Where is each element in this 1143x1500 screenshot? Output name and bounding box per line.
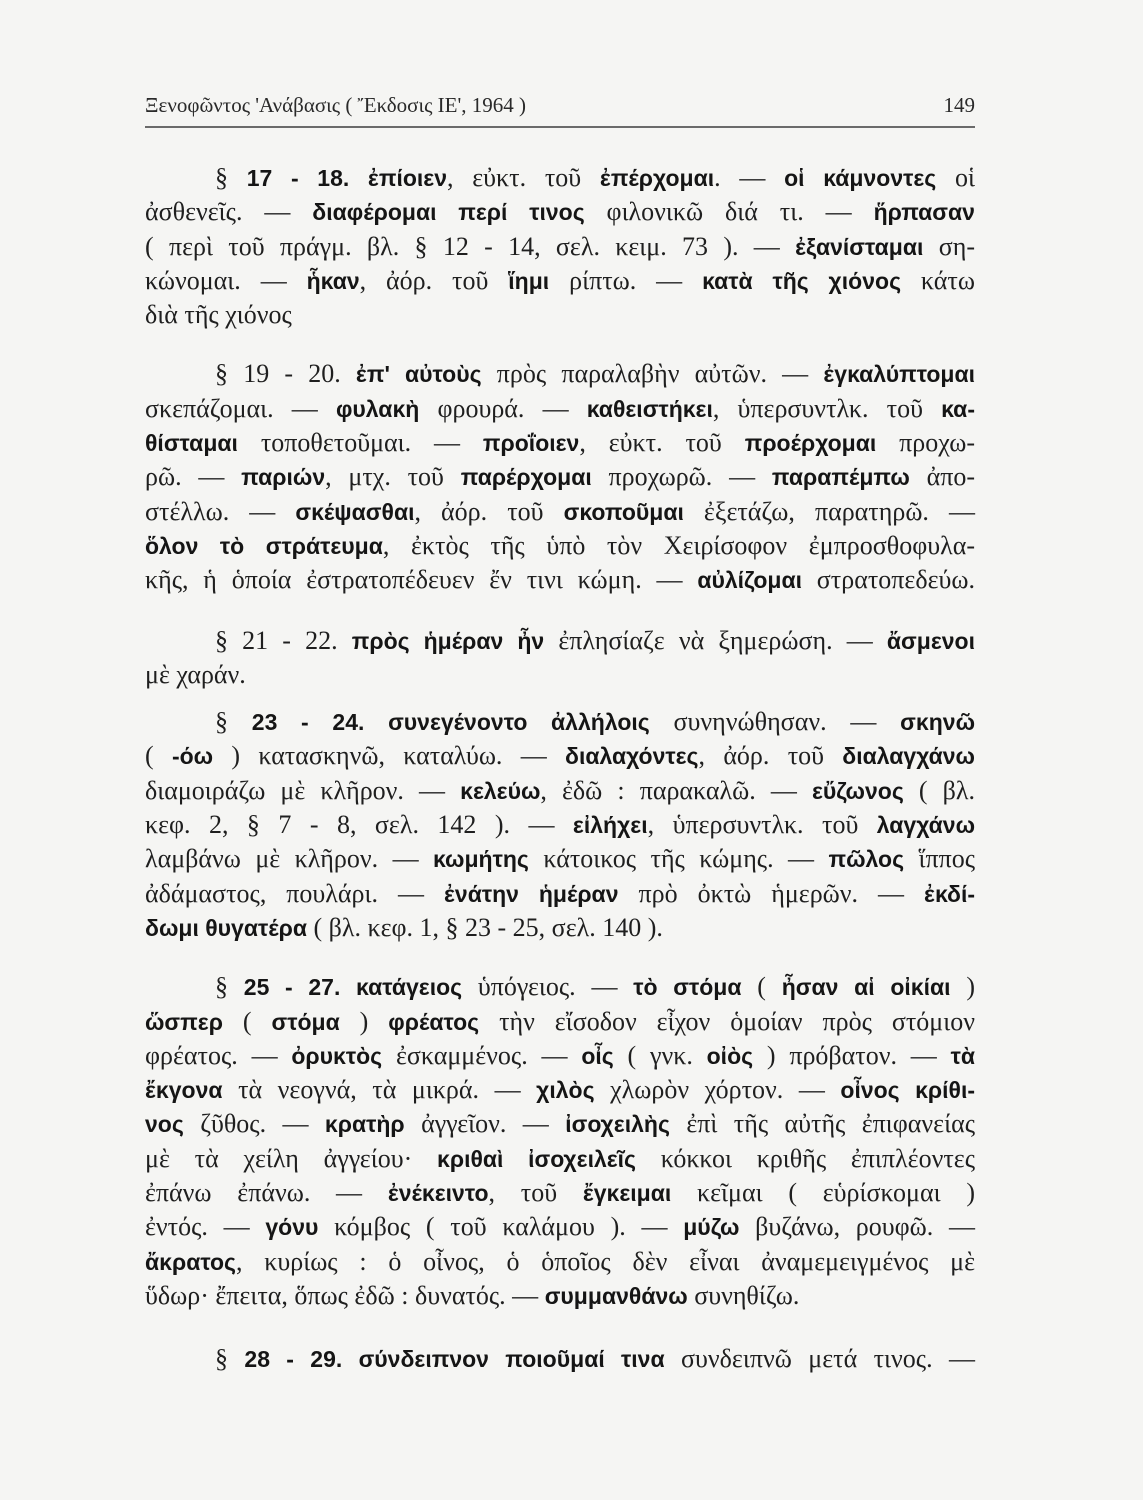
text-line: [145, 774, 975, 808]
gloss-text: (: [741, 972, 782, 1002]
gloss-text: ἵππος: [904, 844, 976, 874]
text-line: [215, 705, 975, 739]
lemma: ἔκγονα: [145, 1077, 223, 1104]
gloss-text: τὴν εἴσοδον εἶχον ὁμοίαν πρὸς στόμιον: [479, 1006, 975, 1036]
gloss-text: πρὸ ὀκτὼ ἡμερῶν. —: [618, 878, 925, 908]
text-line: [145, 1107, 975, 1141]
lemma: κρατὴρ: [324, 1111, 405, 1138]
gloss-text: διαμοιράζω μὲ κλῆρον. —: [145, 775, 461, 805]
gloss-text: κόμβος ( τοῦ καλάμου ). —: [318, 1212, 684, 1242]
lemma: ἥρπασαν: [873, 199, 975, 226]
gloss-text: βυζάνω, ρουφῶ. —: [739, 1212, 976, 1242]
text-line: [145, 658, 975, 692]
text-line: [145, 1039, 975, 1073]
gloss-text: , ἐδῶ : παρακαλῶ. —: [540, 775, 812, 805]
lemma: χιλὸς: [536, 1077, 595, 1104]
gloss-text: , ἀόρ. τοῦ: [414, 496, 564, 526]
lemma: νος: [145, 1111, 184, 1138]
gloss-text: ἐσκαμμένος. —: [382, 1040, 582, 1070]
lemma: ἐξανίσταμαι: [795, 233, 924, 260]
gloss-text: , ἀόρ. τοῦ: [698, 741, 843, 771]
gloss-text: , ἐκτὸς τῆς ὑπὸ τὸν Χειρίσοφον ἐμπροσθοφυλα-: [382, 530, 975, 560]
gloss-text: οἱ: [936, 163, 976, 192]
text-line: [145, 877, 975, 911]
lemma: οἶνος κρίθι-: [840, 1077, 975, 1104]
gloss-text: φρέατος. —: [145, 1040, 292, 1070]
header-rule: [145, 126, 975, 128]
lemma: διαφέρομαι περί τινος: [312, 199, 585, 226]
lemma: δωμι θυγατέρα: [145, 914, 307, 941]
gloss-text: κῆς, ἡ ὁποία ἐστρατοπέδευεν ἔν τινι κώμη. —: [145, 565, 698, 595]
lemma: ἄκρατος: [145, 1248, 236, 1275]
lemma: καθειστήκει: [586, 395, 713, 422]
lemma: οἱ κάμνοντες: [784, 165, 937, 191]
lemma: οἰὸς: [706, 1042, 754, 1069]
gloss-text: κόκκοι κριθῆς ἐπιπλέοντες: [636, 1143, 976, 1173]
text-line: [145, 1279, 975, 1313]
lemma: ἵημι: [508, 267, 550, 294]
lemma: 28 - 29.: [244, 1346, 359, 1373]
text-line: [145, 426, 975, 460]
gloss-text: , ὑπερσυντλκ. τοῦ: [712, 393, 942, 423]
gloss-text: τὰ νεογνά, τὰ μικρά. —: [222, 1075, 537, 1105]
gloss-text: λαμβάνω μὲ κλῆρον. —: [145, 844, 433, 874]
text-line: [215, 624, 975, 658]
lemma: τὸ στόμα: [633, 974, 742, 1001]
gloss-text: κάτοικος τῆς κώμης. —: [528, 844, 829, 874]
lemma: τὰ: [950, 1042, 975, 1069]
gloss-text: (: [222, 1006, 272, 1036]
lemma: μύζω: [683, 1214, 740, 1241]
text-line: [145, 1176, 975, 1210]
gloss-text: , κυρίως : ὁ οἶνος, ὁ ὁποῖος δὲν εἶναι ἀναμεμειγμένος μὲ: [235, 1246, 975, 1276]
gloss-text: ἀσθενεῖς. —: [145, 197, 313, 227]
lemma: φρέατος: [388, 1008, 480, 1035]
lemma: ὥσπερ: [145, 1008, 223, 1035]
gloss-text: ) πρόβατον. —: [753, 1040, 951, 1070]
gloss-text: χλωρὸν χόρτον. —: [594, 1075, 841, 1105]
running-title: Ξενοφῶντος 'Ανάβασις ( Ἔκδοσις ΙΕ', 1964 ): [145, 93, 527, 117]
gloss-text: , ἀόρ. τοῦ: [359, 265, 509, 295]
text-line: [215, 161, 975, 195]
gloss-text: ἐντός. —: [145, 1212, 266, 1242]
text-line: [145, 1142, 975, 1176]
lemma: 17 - 18.: [246, 165, 368, 191]
lemma: στόμα: [271, 1008, 340, 1035]
lemma: θίσταμαι: [145, 430, 238, 457]
lemma: εὔζωνος: [811, 777, 904, 804]
lemma: προΐοιεν: [482, 430, 580, 457]
text-line: [145, 842, 975, 876]
lemma: συμμανθάνω: [544, 1282, 688, 1309]
gloss-text: συνδειπνῶ μετά τινος. —: [664, 1344, 976, 1374]
gloss-text: , μτχ. τοῦ: [325, 462, 461, 492]
text-line: [145, 739, 975, 773]
entry-paragraph: [145, 1342, 975, 1376]
text-line: [145, 808, 975, 842]
text-line: [145, 298, 975, 332]
gloss-text: ρῶ. —: [145, 462, 242, 492]
lemma: σύνδειπνον ποιοῦμαί τινα: [358, 1346, 665, 1373]
gloss-text: ρίπτω. —: [549, 265, 703, 295]
gloss-text: συνηθίζω.: [687, 1280, 800, 1310]
lemma: ἐκδί-: [924, 880, 976, 907]
lemma: ἧκαν: [306, 267, 360, 294]
lemma: φυλακὴ: [335, 395, 420, 422]
page-body: [145, 161, 975, 1377]
lemma: ἐπ' αὐτοὺς: [355, 361, 482, 388]
text-line: [145, 911, 975, 945]
gloss-text: (: [145, 741, 172, 771]
gloss-text: διὰ τῆς χιόνος: [145, 300, 292, 330]
gloss-text: § 19 - 20.: [215, 359, 356, 389]
gloss-text: ): [950, 972, 975, 1002]
text-line: [145, 195, 975, 229]
gloss-text: ἐξετάζω, παρατηρῶ. —: [683, 496, 976, 526]
lemma: αὐλίζομαι: [697, 567, 802, 594]
lemma: παριών: [241, 464, 326, 491]
gloss-text: μὲ χαράν.: [145, 659, 246, 689]
entry-paragraph: [145, 357, 975, 597]
page-header: [145, 90, 975, 120]
lemma: διαλαχόντες: [565, 743, 699, 770]
gloss-text: πρὸς παραλαβὴν αὐτῶν. —: [481, 359, 824, 389]
gloss-text: στρατοπεδεύω.: [801, 565, 975, 595]
gloss-text: φιλονικῶ διά τι. —: [584, 197, 874, 227]
entry-paragraph: [145, 161, 975, 332]
gloss-text: στέλλω. —: [145, 496, 296, 526]
gloss-text: μὲ τὰ χείλη ἀγγείου·: [145, 1143, 438, 1173]
gloss-text: ( βλ. κεφ. 1, § 23 - 25, σελ. 140 ).: [307, 912, 663, 942]
lemma: ἐνάτην ἡμέραν: [444, 880, 619, 907]
gloss-text: κώνομαι. —: [145, 265, 307, 295]
gloss-text: προχωρῶ. —: [591, 462, 772, 492]
text-line: [145, 264, 975, 298]
lemma: κωμήτης: [433, 846, 529, 873]
lemma: κατὰ τῆς χιόνος: [702, 267, 902, 294]
entry-paragraph: [145, 624, 975, 693]
gloss-text: ): [339, 1006, 389, 1036]
lemma: εἰλήχει: [572, 812, 648, 839]
gloss-text: ση-: [923, 231, 975, 261]
text-line: [145, 1005, 975, 1039]
lemma: σκηνῶ: [900, 709, 976, 736]
lemma: ἐπίοιεν: [367, 165, 447, 191]
gloss-text: ὕδωρ· ἔπειτα, ὅπως ἐδῶ : δυνατός. —: [145, 1280, 545, 1310]
gloss-text: ἐπὶ τῆς αὐτῆς ἐπιφανείας: [669, 1109, 976, 1139]
lemma: κριθαὶ ἰσοχειλεῖς: [437, 1145, 637, 1172]
text-line: [215, 357, 975, 391]
gloss-text: §: [215, 163, 247, 192]
lemma: ἐπέρχομαι: [599, 165, 715, 191]
lemma: ἐγκαλύπτομαι: [823, 361, 975, 388]
text-line: [145, 1245, 975, 1279]
gloss-text: συνηνώθησαν. —: [649, 707, 901, 737]
gloss-text: κεῖμαι ( εὑρίσκομαι ): [671, 1178, 975, 1208]
lemma: -όω: [171, 743, 214, 770]
gloss-text: ἀδάμαστος, πουλάρι. —: [145, 878, 444, 908]
gloss-text: σκεπάζομαι. —: [145, 393, 336, 423]
lemma: παρέρχομαι: [460, 464, 592, 491]
text-line: [215, 970, 975, 1004]
gloss-text: , εὐκτ. τοῦ: [579, 428, 745, 458]
lemma: κελεύω: [460, 777, 541, 804]
text-line: [145, 495, 975, 529]
lemma: προέρχομαι: [744, 430, 877, 457]
lemma: παραπέμπω: [771, 464, 910, 491]
lemma: ἔγκειμαι: [582, 1180, 672, 1207]
lemma: γόνυ: [265, 1214, 319, 1241]
text-line: [145, 563, 975, 597]
gloss-text: , εὐκτ. τοῦ: [446, 163, 600, 192]
page-number: 149: [943, 93, 975, 117]
text-line: [215, 1342, 975, 1376]
gloss-text: ( περὶ τοῦ πράγμ. βλ. § 12 - 14, σελ. κειμ. 73 ). —: [145, 231, 796, 261]
gloss-text: ἀπο-: [909, 462, 975, 492]
entry-paragraph: [145, 705, 975, 945]
gloss-text: κεφ. 2, § 7 - 8, σελ. 142 ). —: [145, 810, 573, 840]
lemma: σκέψασθαι: [295, 498, 415, 525]
gloss-text: ὑπόγειος. —: [462, 972, 634, 1002]
lemma: ἄσμενοι: [886, 627, 975, 654]
lemma: κα-: [941, 395, 975, 422]
gloss-text: ζῦθος. —: [183, 1109, 325, 1139]
lemma: ὅλον τὸ στράτευμα: [145, 532, 383, 559]
gloss-text: ) κατασκηνῶ, καταλύω. —: [213, 741, 565, 771]
lemma: 25 - 27.: [243, 974, 357, 1001]
gloss-text: ( γνκ.: [613, 1040, 707, 1070]
lemma: 23 - 24.: [251, 709, 389, 736]
lemma: πῶλος: [828, 846, 905, 873]
gloss-text: τοποθετοῦμαι. —: [237, 428, 483, 458]
gloss-text: , ὑπερσυντλκ. τοῦ: [647, 810, 877, 840]
lemma: συνεγένοντο ἀλλήλοις: [388, 709, 650, 736]
lemma: ἰσοχειλὴς: [565, 1111, 670, 1138]
lemma: ἐνέκειντο: [387, 1180, 489, 1207]
text-line: [145, 230, 975, 264]
gloss-text: ( βλ.: [903, 775, 975, 805]
gloss-text: προχω-: [876, 428, 975, 458]
gloss-text: κάτω: [901, 265, 975, 295]
lemma: πρὸς ἡμέραν ἦν: [351, 627, 545, 654]
lemma: οἶς: [581, 1042, 614, 1069]
lemma: κατάγειος: [356, 974, 463, 1001]
gloss-text: §: [215, 1344, 245, 1374]
gloss-text: ἐπλησίαζε νὰ ξημερώση. —: [544, 625, 887, 655]
text-line: [145, 529, 975, 563]
text-line: [145, 460, 975, 494]
lemma: ὀρυκτὸς: [291, 1042, 383, 1069]
gloss-text: §: [215, 972, 244, 1002]
text-line: [145, 1210, 975, 1244]
gloss-text: φρουρά. —: [419, 393, 587, 423]
text-line: [145, 392, 975, 426]
lemma: λαγχάνω: [876, 812, 975, 839]
gloss-text: ἐπάνω ἐπάνω. —: [145, 1178, 388, 1208]
lemma: ἦσαν αἱ οἰκίαι: [781, 974, 951, 1001]
gloss-text: §: [215, 707, 252, 737]
gloss-text: , τοῦ: [488, 1178, 583, 1208]
lemma: σκοποῦμαι: [563, 498, 684, 525]
entry-paragraph: [145, 970, 975, 1313]
lemma: διαλαγχάνω: [842, 743, 975, 770]
gloss-text: § 21 - 22.: [215, 625, 352, 655]
text-line: [145, 1073, 975, 1107]
gloss-text: . —: [714, 163, 785, 192]
gloss-text: ἀγγεῖον. —: [404, 1109, 566, 1139]
